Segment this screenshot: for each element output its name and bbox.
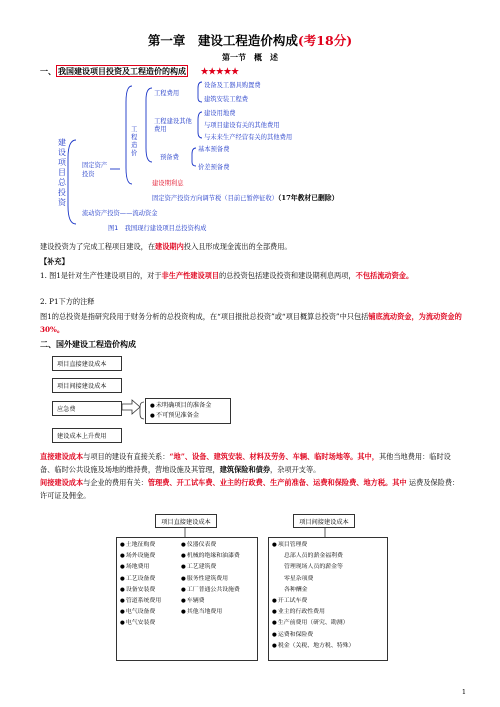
indirect-sub-item: 总部人员的薪金福利费 [284,553,343,560]
direct-item: ● 管道系统费用 [120,596,161,607]
contingency-item-1: ● 未明确项目的准备金 [150,401,226,411]
direct-item: ● 工艺建筑费 [181,562,240,573]
land-cost-label: 建设用地费 [204,110,236,117]
chapter-title-text: 第一章 建设工程造价构成 [147,33,298,48]
basic-reserve-label: 基本预备费 [198,146,230,153]
page-number: 1 [461,688,466,696]
equipment-cost-label: 设备及工器具购置费 [204,82,261,89]
note-2: 2. P1下方的注释 [40,297,95,306]
indirect-cost-list [268,537,388,661]
figure-1-diagram [40,78,460,240]
direct-cost-list [116,537,258,661]
direct-item: ● 仪器仪表费 [181,540,240,551]
note-3: 图1的总投资是指研究段用于财务分析的总投资构成，在“项目报批总投资”或“项目概算总投资”中只包括铺底流动资金，为流动资金的30%。 [40,312,462,334]
work-cost-label: 工程费用 [154,90,180,97]
related-cost-label: 与项目建设有关的其他费用 [204,122,280,129]
construction-cost-label: 建筑安装工程费 [204,96,249,103]
direct-item: ● 设备安装费 [120,585,161,596]
fixed-asset-label: 固定资产投资 [82,162,108,178]
tax-note: （17年教材已删除） [277,194,339,202]
supplement-label: 【补充】 [40,257,69,266]
direct-item: ● 场外设施费 [120,551,161,562]
direct-item: ● 工厂普通公共设施费 [181,585,240,596]
direct-item: ● 土地征购费 [120,540,161,551]
direct-item: ● 机械的绝缘和油漆费 [181,551,240,562]
flow-capital-label: 流动资产投资——流动资金 [82,210,158,217]
exam-score: (考18分) [297,33,353,48]
indirect-sub-item: 零星杂项费 [284,575,314,582]
indirect-cost-title: 项目间接建设成本 [293,514,355,528]
tax-row [152,192,338,202]
reserve-label: 预备费 [160,154,179,161]
direct-item: ● 电气安装费 [120,618,161,629]
importance-stars: ★★★★★ [200,67,239,77]
direct-cost-box: 项目直接建设成本 [52,356,122,371]
direct-item: ● 工艺设备费 [120,574,161,585]
direct-item: ● 服务性建筑费用 [181,574,240,585]
chapter-title [0,31,500,49]
other-cost-label: 工程建设其他费用 [154,118,192,133]
indirect-item: ● 开工试车费 [272,596,384,607]
engineering-cost-label: 工程造价 [131,126,138,157]
note-1: 1. 图1是针对生产性建设项目的，对于非生产性建设项目的总投资包括建设投资和建设期利息两项，不包括流动资金。 [40,271,414,280]
heading-foreign: 二、国外建设工程造价构成 [40,339,136,349]
direct-item: ● 场地费用 [120,562,161,573]
section-title: 第一节 概 述 [222,52,278,62]
indirect-sub-item: 各种酬金 [284,586,308,593]
paragraph-investment: 建设投资为了完成工程项目建设，在建设期内投入且形成现金流出的全部费用。 [40,242,292,251]
tax-label: 固定资产投资方向调节税（目前已暂停征收） [152,195,278,202]
heading-domestic-prefix: 一、 [40,66,56,76]
contingency-box: 应急费 [52,401,122,416]
indirect-item: ● 业主的行政性费用 [272,607,384,618]
figure-3-diagram [116,512,392,672]
indirect-item: ● 运费和保险费 [272,630,384,641]
future-cost-label: 与未来生产经营有关的其他费用 [204,134,293,141]
direct-mid-column [181,540,240,618]
cost-rise-box: 建设成本上升费用 [52,428,122,443]
indirect-sub-item: 管理现场人员的薪金等 [284,564,343,571]
indirect-item: ● 税金（关税、地方税、特殊） [272,641,384,652]
indirect-cost-box: 项目间接建设成本 [52,378,122,393]
paragraph-direct-cost: 直接建设成本与项目的建设有直接关系：“地”、设备、建筑安装、材料及劳务、车辆、临时场地等。其中，其他当地费用：临时设备、临时公共设施及场地的维持费，营地设施及其管理，建筑保险和债券，杂项开支等。 [40,452,451,474]
direct-item: ● 车辆费 [181,596,240,607]
direct-item: ● 其他当地费用 [181,607,240,618]
heading-domestic-text: 我国建设项目投资及工程造价的构成 [58,66,186,76]
heading-domestic [40,66,239,77]
price-reserve-label: 价差预备费 [198,164,230,171]
contingency-item-2: ● 不可预见准备金 [150,411,226,421]
indirect-item: ● 项目管理费 [272,540,384,551]
direct-cost-title: 项目直接建设成本 [155,514,217,528]
indirect-item: ● 生产前费用（研究、勘测） [272,618,384,629]
contingency-items-box [145,398,231,424]
total-investment-label: 建 设 项 目 总 投 资 [58,138,66,207]
interest-label: 建设期利息 [152,180,184,187]
figure-1-caption: 图1 我国现行建设项目总投资构成 [108,225,207,232]
direct-item: ● 电气设备费 [120,607,161,618]
paragraph-indirect-cost: 间接建设成本与企业的费用有关：管理费、开工试车费、业主的行政费、生产前准备、运费和保险费、地方税。其中 运费及保险费：许可证及佣金。 [40,478,460,500]
figure-2-diagram [52,356,292,448]
direct-left-column [120,540,161,630]
